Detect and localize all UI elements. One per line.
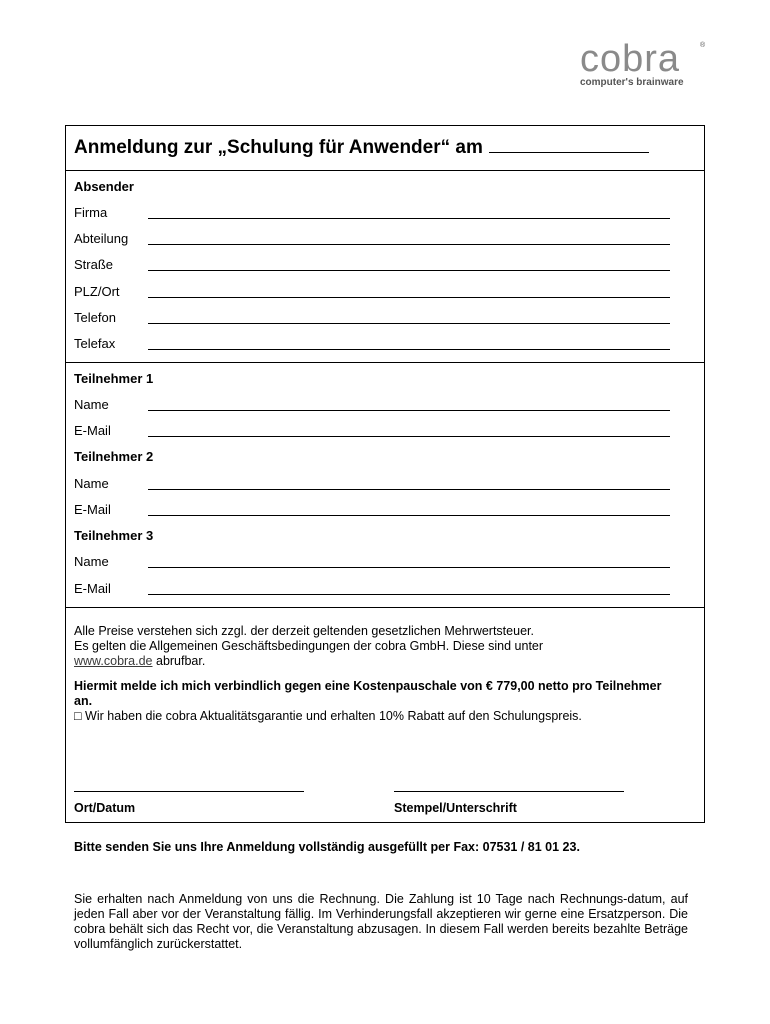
divider [66,607,704,608]
telefax-input-line[interactable] [148,349,670,350]
cobra-website-link[interactable]: www.cobra.de [74,654,153,668]
field-label-abteilung: Abteilung [74,231,129,246]
field-label-plz-ort: PLZ/Ort [74,284,120,299]
fax-instruction: Bitte senden Sie uns Ihre Anmeldung vollständig ausgefüllt per Fax: 07531 / 81 01 23. [74,840,580,854]
t3-name-label: Name [74,554,109,569]
teilnehmer-1-heading: Teilnehmer 1 [74,371,154,386]
payment-terms: Sie erhalten nach Anmeldung von uns die Rechnung. Die Zahlung ist 10 Tage nach Rechnungs-datum, auf jeden Fall aber vor der Veranstaltung fällig. Im Verhinderungsfall akzeptieren wir gerne eine Ersatzperson. Die cobra behält sich das Recht vor, die Veranstaltung abzusagen. In diesem Fall werden bereits bezahlte Beträge vollumfänglich zurückerstattet. [74,892,688,951]
t1-email-label: E-Mail [74,423,111,438]
t1-email-input-line[interactable] [148,436,670,437]
t1-name-input-line[interactable] [148,410,670,411]
cobra-logo [580,40,710,88]
t2-name-input-line[interactable] [148,489,670,490]
divider [66,170,704,171]
telefon-input-line[interactable] [148,323,670,324]
form-title-row [74,134,649,159]
agb-suffix: abrufbar. [152,654,206,668]
field-label-firma: Firma [74,205,108,220]
logo-registered-mark: ® [700,42,706,49]
field-label-strasse: Straße [74,257,114,272]
agb-note: Es gelten die Allgemeinen Geschäftsbedingungen der cobra GmbH. Diese sind unter [74,639,544,653]
t2-email-input-line[interactable] [148,515,670,516]
ort-datum-label: Ort/Datum [74,801,136,815]
teilnehmer-3-heading: Teilnehmer 3 [74,528,154,543]
registration-form [65,125,705,823]
t3-email-input-line[interactable] [148,594,670,595]
discount-option-label: Wir haben die cobra Aktualitätsgarantie und erhalten 10% Rabatt auf den Schulungspreis. [85,709,582,723]
field-label-telefon: Telefon [74,310,116,325]
strasse-input-line[interactable] [148,270,670,271]
stempel-unterschrift-label: Stempel/Unterschrift [394,801,517,815]
plz-ort-input-line[interactable] [148,297,670,298]
vat-note: Alle Preise verstehen sich zzgl. der derzeit geltenden gesetzlichen Mehrwertsteuer. [74,624,534,638]
divider [66,362,704,363]
logo-tagline: computer's brainware [580,77,684,88]
agb-link-row [74,654,674,669]
t3-email-label: E-Mail [74,581,111,596]
teilnehmer-2-heading: Teilnehmer 2 [74,449,154,464]
binding-registration-note: Hiermit melde ich mich verbindlich gegen eine Kostenpauschale von € 779,00 netto pro Teilnehmer an. [74,679,662,708]
t2-name-label: Name [74,476,109,491]
t1-name-label: Name [74,397,109,412]
stempel-unterschrift-line[interactable] [394,791,624,792]
discount-checkbox[interactable]: □ [74,709,82,723]
firma-input-line[interactable] [148,218,670,219]
date-blank-field[interactable] [489,134,649,153]
logo-wordmark: cobra [580,38,681,80]
abteilung-input-line[interactable] [148,244,670,245]
form-title: Anmeldung zur „Schulung für Anwender“ am [74,137,483,158]
discount-option-row [74,709,674,724]
absender-heading: Absender [74,179,134,194]
terms-info [74,624,674,724]
t3-name-input-line[interactable] [148,567,670,568]
ort-datum-line[interactable] [74,791,304,792]
field-label-telefax: Telefax [74,336,116,351]
t2-email-label: E-Mail [74,502,111,517]
